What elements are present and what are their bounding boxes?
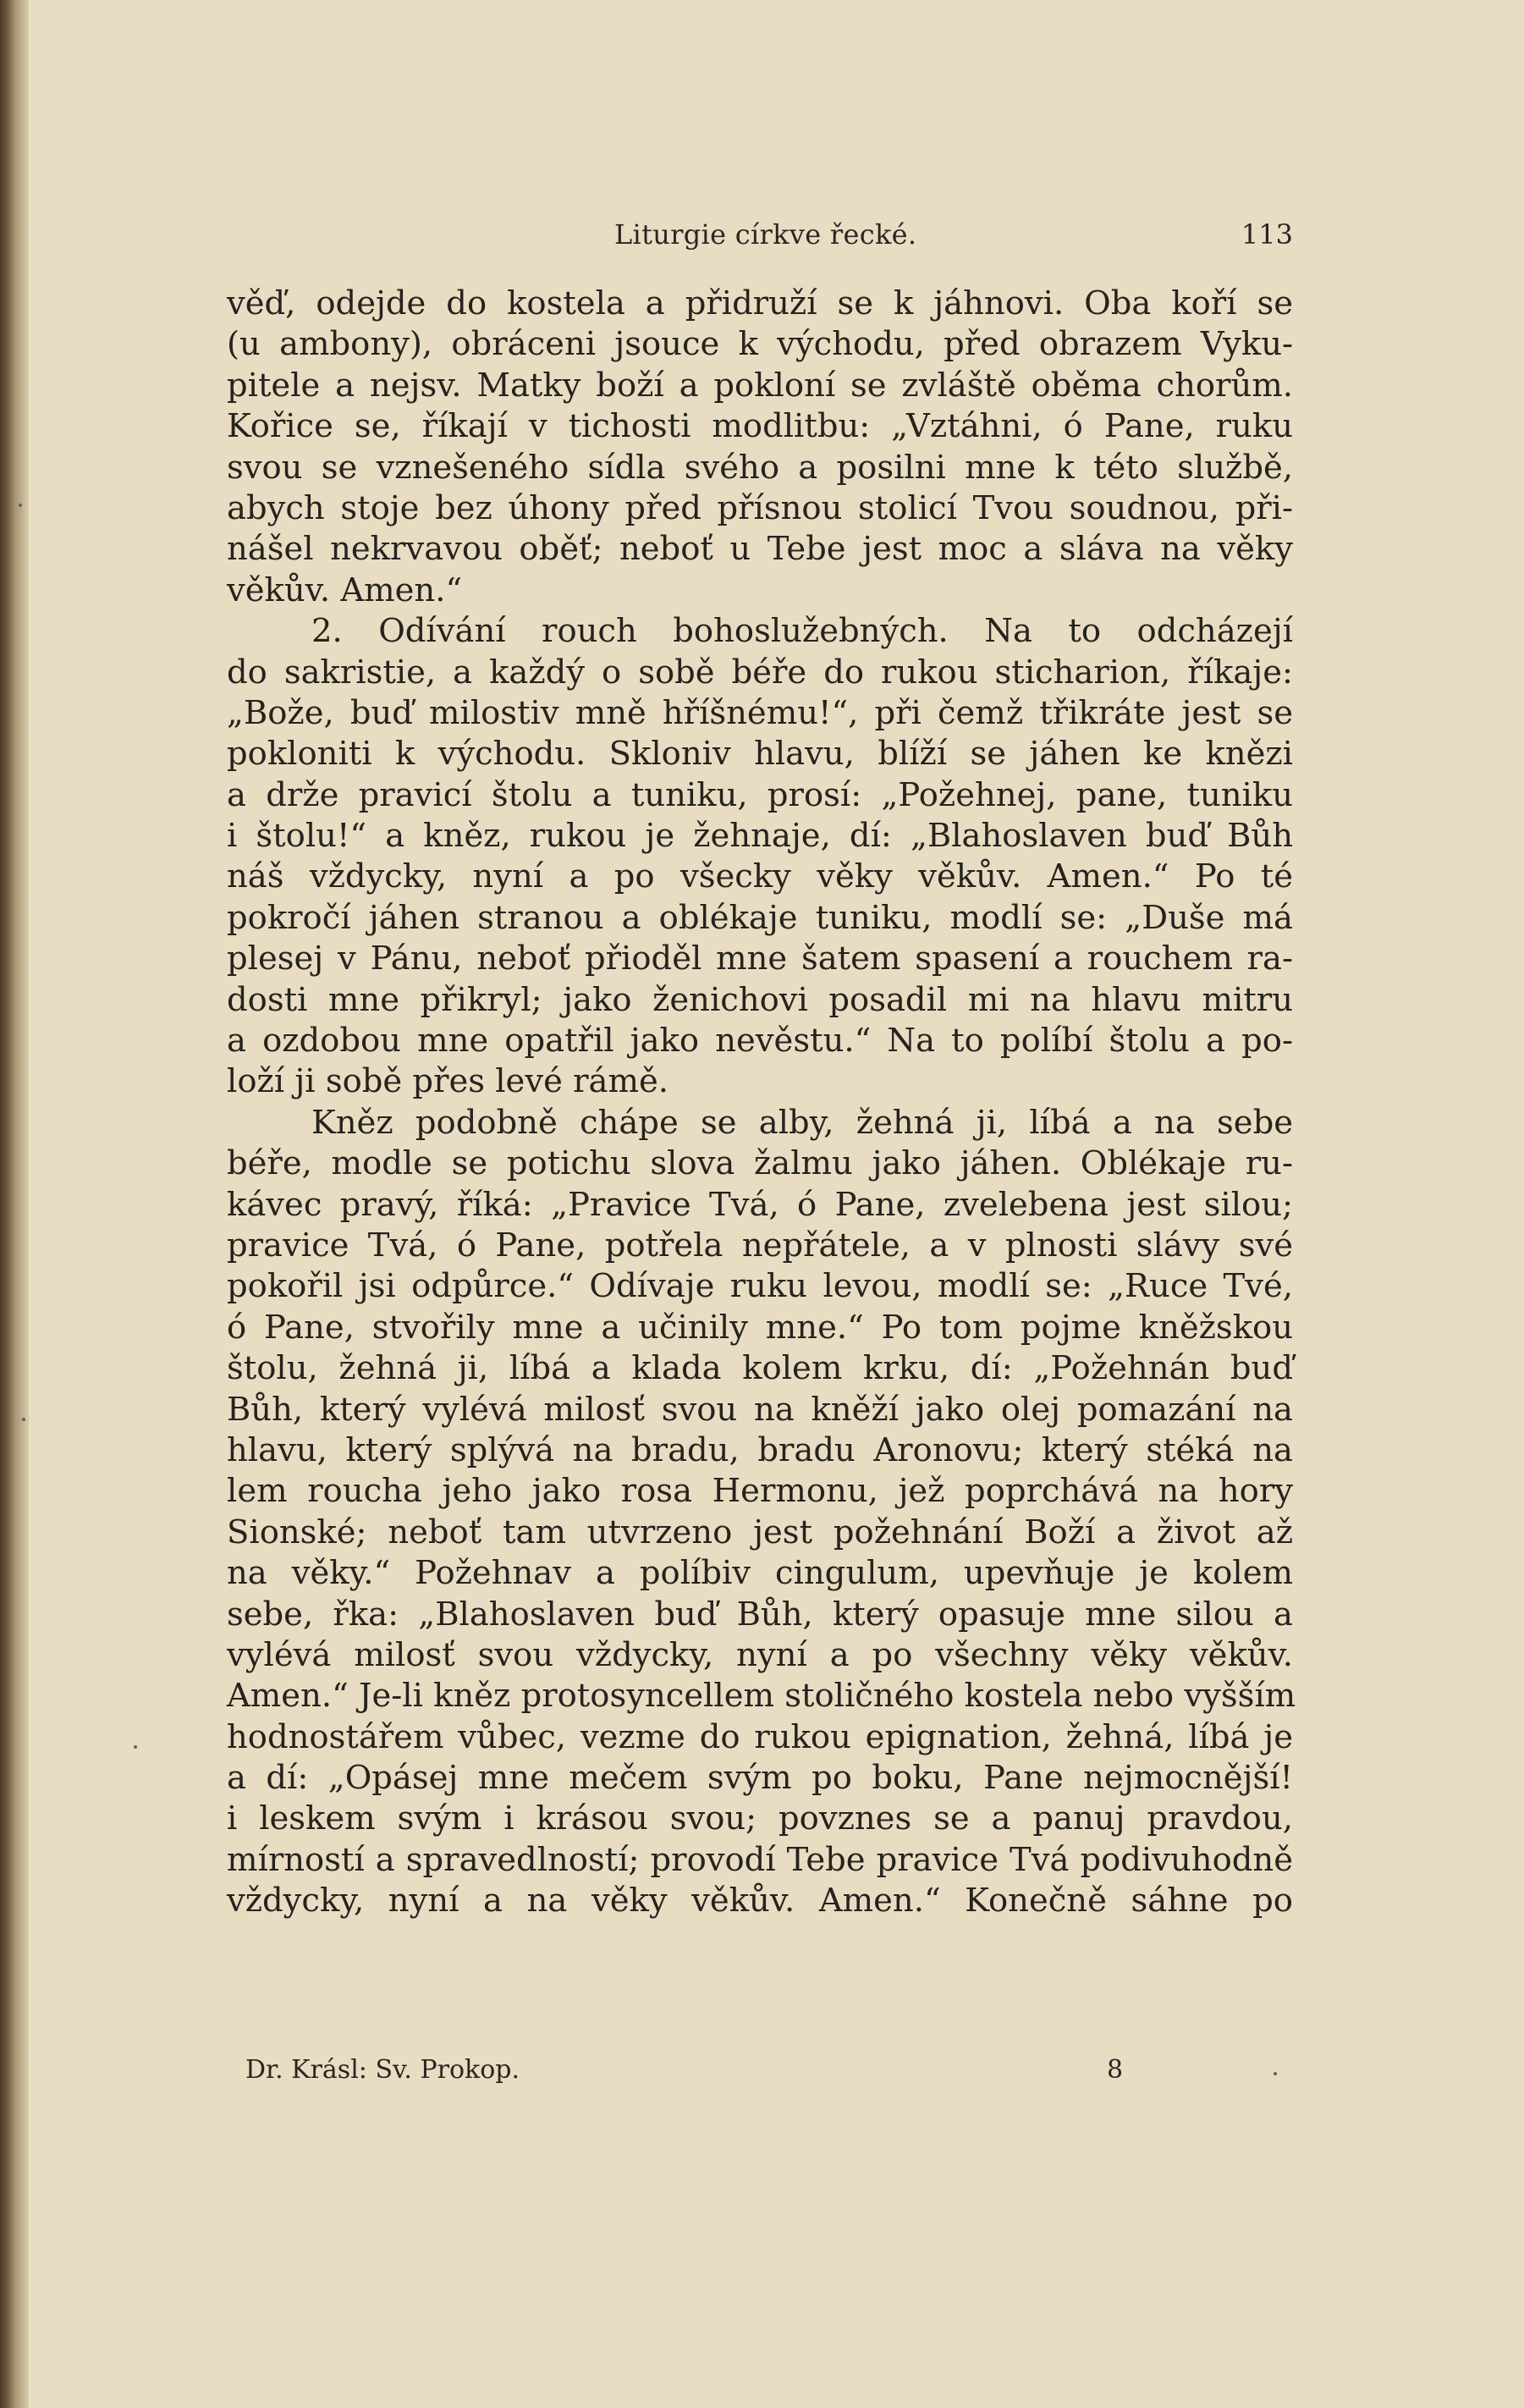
running-title: Liturgie církve řecké. — [614, 218, 917, 251]
text-line: náš vždycky, nyní a po všecky věky věkův. Amen.“ Po té — [227, 857, 1293, 896]
text-line: pokořil jsi odpůrce.“ Odívaje ruku levou, modlí se: „Ruce Tvé, — [227, 1267, 1293, 1306]
text-line: vylévá milosť svou vždycky, nyní a po všechny věky věkův. — [227, 1635, 1293, 1674]
text-line: Kořice se, říkají v tichosti modlitbu: „Vztáhni, ó Pane, ruku — [227, 407, 1293, 446]
body-text — [227, 284, 1296, 1922]
text-line: abych stoje bez úhony před přísnou stolicí Tvou soudnou, při- — [227, 488, 1293, 527]
text-line: vždycky, nyní a na věky věkův. Amen.“ Konečně sáhne po — [227, 1882, 1293, 1920]
paragraph-start-line: Kněz podobně chápe se alby, žehná ji, líbá a na sebe — [311, 1103, 1293, 1142]
text-line: hodnostářem vůbec, vezme do rukou epignation, žehná, líbá je — [227, 1717, 1293, 1756]
text-line: dosti mne přikryl; jako ženichovi posadil mi na hlavu mitru — [227, 980, 1293, 1019]
text-line: pravice Tvá, ó Pane, potřela nepřátele, a v plnosti slávy své — [227, 1226, 1293, 1265]
text-line: Bůh, který vylévá milosť svou na kněží jako olej pomazání na — [227, 1390, 1293, 1429]
text-line: věď, odejde do kostela a přidruží se k jáhnovi. Oba koří se — [227, 284, 1293, 322]
text-line: kávec pravý, říká: „Pravice Tvá, ó Pane, zvelebena jest silou; — [227, 1185, 1293, 1224]
text-line: věkův. Amen.“ — [227, 570, 463, 609]
text-line: hlavu, který splývá na bradu, bradu Aronovu; který stéká na — [227, 1430, 1293, 1469]
text-line: „Bože, buď milostiv mně hříšnému!“, při čemž třikráte jest se — [227, 693, 1293, 732]
text-line: plesej v Pánu, neboť přioděl mne šatem spasení a rouchem ra- — [227, 940, 1293, 978]
text-line: i leskem svým i krásou svou; povznes se a panuj pravdou, — [227, 1799, 1293, 1838]
text-line: do sakristie, a každý o sobě béře do rukou sticharion, říkaje: — [227, 653, 1293, 692]
text-line: sebe, řka: „Blahoslaven buď Bůh, který opasuje mne silou a — [227, 1595, 1293, 1634]
printer-signature: Dr. Krásl: Sv. Prokop. — [245, 2055, 520, 2085]
text-line: svou se vznešeného sídla svého a posilni mne k této službě, — [227, 448, 1293, 487]
text-line: nášel nekrvavou oběť; neboť u Tebe jest moc a sláva na věky — [227, 530, 1293, 569]
text-line: Amen.“ Je-li kněz protosyncellem stoličného kostela nebo vyšším — [227, 1677, 1296, 1716]
page-footer — [245, 2055, 1176, 2097]
text-line: pitele a nejsv. Matky boží a pokloní se zvláště oběma chorům. — [227, 366, 1293, 405]
text-line: pokročí jáhen stranou a oblékaje tuniku, modlí se: „Duše má — [227, 898, 1293, 937]
text-line: béře, modle se potichu slova žalmu jako jáhen. Oblékaje ru- — [227, 1144, 1293, 1183]
text-line: (u ambony), obráceni jsouce k východu, před obrazem Vyku- — [227, 325, 1293, 364]
paper-speck — [134, 1745, 137, 1749]
paper-speck — [1274, 2072, 1277, 2075]
text-line: a ozdobou mne opatřil jako nevěstu.“ Na to políbí štolu a po- — [227, 1022, 1293, 1061]
text-line: loží ji sobě přes levé rámě. — [227, 1062, 669, 1101]
section-heading-line: 2. Odívání rouch bohoslužebných. Na to odcházejí — [311, 612, 1293, 651]
page-number: 113 — [1241, 218, 1293, 251]
text-line: i štolu!“ a kněz, rukou je žehnaje, dí: „Blahoslaven buď Bůh — [227, 817, 1293, 856]
text-line: mírností a spravedlností; provodí Tebe pravice Tvá podivuhodně — [227, 1840, 1293, 1879]
text-line: ó Pane, stvořily mne a učinily mne.“ Po tom pojme kněžskou — [227, 1308, 1293, 1347]
paper-speck — [22, 1418, 25, 1421]
binding-edge — [0, 0, 29, 2408]
paper-speck — [19, 504, 22, 507]
text-line: štolu, žehná ji, líbá a klada kolem krku, dí: „Požehnán buď — [227, 1349, 1293, 1388]
text-line: pokloniti k východu. Skloniv hlavu, blíží se jáhen ke knězi — [227, 735, 1293, 774]
text-line: lem roucha jeho jako rosa Hermonu, jež poprchává na hory — [227, 1472, 1293, 1511]
text-line: na věky.“ Požehnav a políbiv cingulum, upevňuje je kolem — [227, 1554, 1293, 1593]
sheet-number: 8 — [1107, 2055, 1124, 2085]
page-header — [227, 218, 1293, 261]
text-line: a drže pravicí štolu a tuniku, prosí: „Požehnej, pane, tuniku — [227, 775, 1293, 814]
text-line: a dí: „Opásej mne mečem svým po boku, Pane nejmocnější! — [227, 1759, 1293, 1798]
text-line: Sionské; neboť tam utvrzeno jest požehnání Boží a život až — [227, 1513, 1293, 1551]
